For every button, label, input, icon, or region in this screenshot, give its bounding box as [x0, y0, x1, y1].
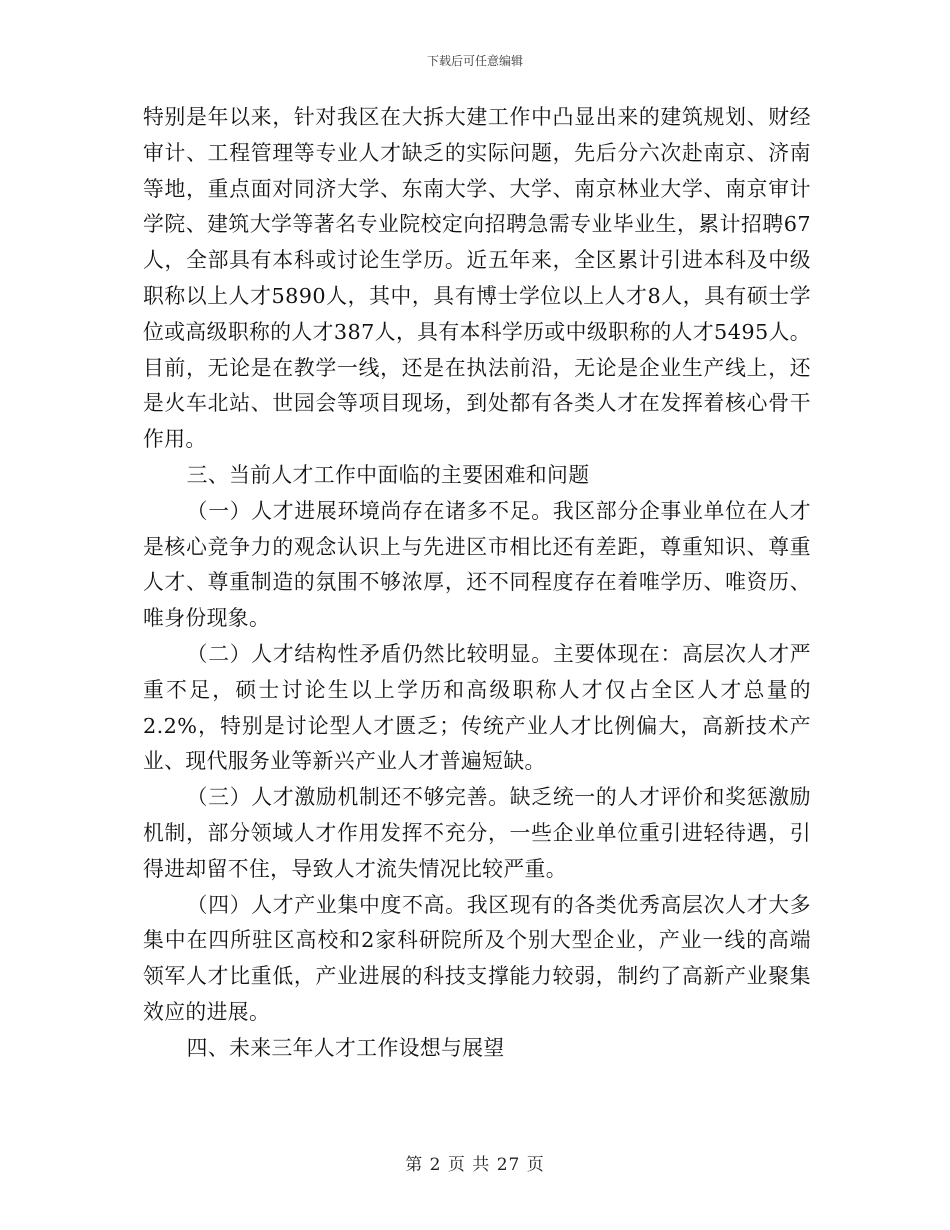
paragraph-item-1: （一）人才进展环境尚存在诸多不足。我区部分企事业单位在人才是核心竞争力的观念认识上与先进区市相比还有差距，尊重知识、尊重人才、尊重制造的氛围不够浓厚，还不同程度存在着唯学历、唯资历、唯身份现象。 [143, 498, 811, 631]
paragraph-item-4: （四）人才产业集中度不高。我区现有的各类优秀高层次人才大多集中在四所驻区高校和2家科研院所及个别大型企业，产业一线的高端领军人才比重低，产业进展的科技支撑能力较弱，制约了高新产业聚集效应的进展。 [143, 892, 811, 1024]
section-heading-4: 四、未来三年人才工作设想与展望 [186, 1035, 505, 1060]
page-footer: 第 2 页 共 27 页 [405, 1155, 545, 1175]
paragraph-item-3: （三）人才激励机制还不够完善。缺乏统一的人才评价和奖惩激励机制，部分领域人才作用发挥不充分，一些企业单位重引进轻待遇，引得进却留不住，导致人才流失情况比较严重。 [143, 785, 811, 881]
document-body [143, 100, 811, 1067]
page-header: 下载后可任意编辑 [426, 54, 523, 68]
paragraph-continued: 特别是年以来，针对我区在大拆大建工作中凸显出来的建筑规划、财经审计、工程管理等专业人才缺乏的实际问题，先后分六次赴南京、济南等地，重点面对同济大学、东南大学、大学、南京林业大学、南京审计学院、建筑大学等著名专业院校定向招聘急需专业毕业生，累计招聘67人，全部具有本科或讨论生学历。近五年来，全区累计引进本科及中级职称以上人才5890人，其中，具有博士学位以上人才8人，具有硕士学位或高级职称的人才387人，具有本科学历或中级职称的人才5495人。目前，无论是在教学一线，还是在执法前沿，无论是企业生产线上，还是火车北站、世园会等项目现场，到处都有各类人才在发挥着核心骨干作用。 [143, 105, 811, 452]
section-heading-3: 三、当前人才工作中面临的主要困难和问题 [186, 462, 590, 487]
paragraph-item-2: （二）人才结构性矛盾仍然比较明显。主要体现在：高层次人才严重不足，硕士讨论生以上学历和高级职称人才仅占全区人才总量的2.2%，特别是讨论型人才匮乏；传统产业人才比例偏大，高新技术产业、现代服务业等新兴产业人才普遍短缺。 [143, 641, 811, 774]
